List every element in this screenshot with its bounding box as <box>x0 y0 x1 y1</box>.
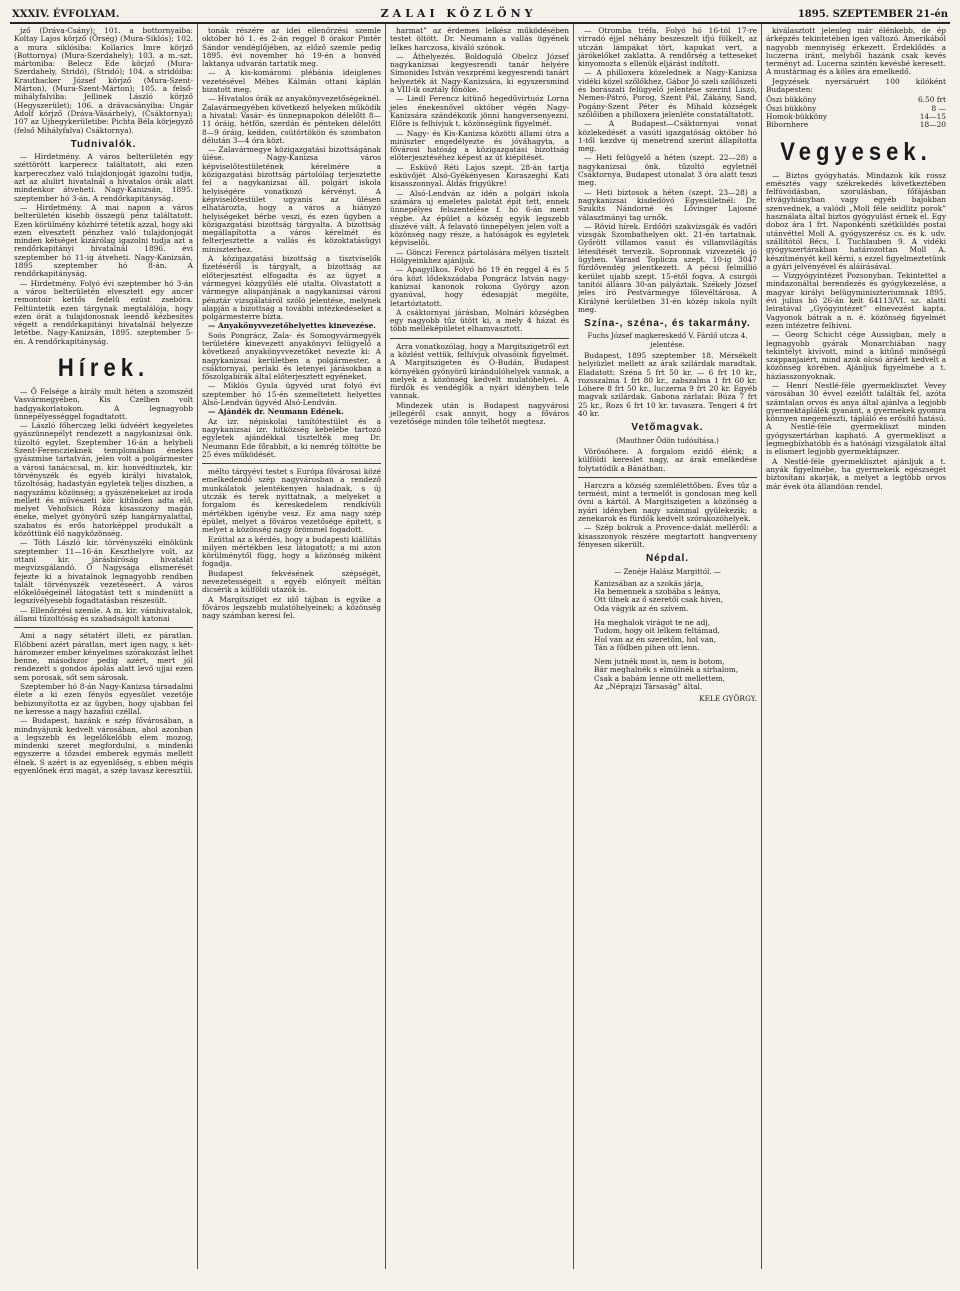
poem-line: Ha bemennek a szobába s leánya, <box>594 587 721 597</box>
price-item-name: Őszi bükköny <box>766 95 817 105</box>
article-text: — Hirdetmény. Folyó évi szeptember hó 3-án a város belterületén elvesztett egy ancer remontoir kettős fedelü ezüst zsebóra. Feltüntetik ezen tárgynak megtalálója, hogy ezen órát a tulajdonosnak leendő kézbesítés végett a rendőrkapitányi hivatalnál helyezze letétbe. Nagy-Kanizsán, 1895. szeptember 5-én. A rendőrkapitányság. <box>14 278 193 346</box>
article-text: Arra vonatkozólag, hogy a Margitszigetről ezt a közlést vettük, felhívjuk olvasóink figyelmét. A Margitszigeten és Ó-Budán, Budapest környékén gyönyörű kirándulóhelyek vannak, a melyek a közönség kedvelt mulatóhelyei. A fürdők és vendéglők a nyári idényben tele vannak. <box>390 341 569 401</box>
article-text: — László főherczeg lelki üdvéért kegyeletes gyászünnepélyt rendezett a nagykanizsai önk. tűzoltó egylet. Szeptember 16-án a helybeli Szent-Ferenczieknek templomában énekes gyászmise tartatván, jelen volt a polgármester a városi tanácscsal, m. kir. honvédtisztek, kir. törvényszék és egyéb királyi hivatalok, tűzoltóság, hadastyán egyletek teljes diszben, a nagyszámu közönség; a gyászénekeket az iroda mellett és művészeti kör kitűnően adta elő, melyet Vehofsich Róza kisasszony magán éneke, melyet gyönyörű szép hangárnyalattal, szabatos és erős hatorképpel produkált a közöttünk élő nagyközönség. <box>14 421 193 539</box>
poem-line: Nem jutnék most is, nem is botom, <box>594 657 725 667</box>
article-text: — Biztos gyógyhatás. Mindazok kik rossz emésztés vagy székrekedés következtében felfúvódásban, szorulásban, főfájásban étvágyhiányban vagy egyéb bajokban szenvednek, a valódi „Moll féle seidlitz porok” használata által biztos gyógyulást érnek el. Egy doboz ára 1 frt. Naponkénti szétküldés postai utánvéttel Moll A. gyógyszerész cs. és k. udv. szállítótól Bécs, I. Tuchlauben 9. A vidéki gyógyszertárakban határozottan Moll A. készítményét kell kérni, s ezzel figyelmeztetünk a gyári jelvényével és aláírásával. <box>766 170 946 271</box>
article-text: — Hirdetmény. A város belterületén egy széttörött karperecz találtatott, aki ezen karpereczhez való tulajdonjogát igazolni tudja, azt az alulirt hivatalnál a hivatalos órák alatt mindenkor átveheti. Nagy-Kanizsán, 1895. szeptember hó 3-án. A rendőrkapitányság. <box>14 152 193 203</box>
article-text: Ezúttal az a kérdés, hogy a budapesti kiállítás milyen mértékben lesz látogatott; a mi azon körülménytől függ, hogy a közönség miként fogadja. <box>202 534 381 569</box>
article-text: A Nestlé-féle gyermeklisztet ajánljuk a t. anyák figyelmébe, ha gyermekeik egészségét biztosítani akarják, a melyet a legtöbb orvos már évek óta állandóan rendel. <box>766 456 946 491</box>
column-1 <box>10 24 198 1269</box>
article-text: — Otromba tréfa. Folyó hó 16-tól 17-re virradó éjjel néhány beszeszelt ifjú fölkelt, az utczán lámpákat tört, kapukat vert, a járókelőket zaklatta. A rendőrség a tetteseket kinyomozta s ellenük eljárást indított. <box>578 26 757 69</box>
article-text: — Nagy- és Kis-Kanizsa közötti állami útra a miniszter engedélyezte és jóváhagyta, a fővárosi hatóság a közigazgatási bizottság előterjesztéséhez képest az út kiépítését. <box>390 128 569 163</box>
poem-line: Csak a babám lenne ott mellettem, <box>594 673 725 683</box>
article-text: Budapest fekvésének szépségét, nevezetességeit s egyéb előnyeit méltán dicsérik a külföldi utazók is. <box>202 568 381 595</box>
article-text: kiválasztott jelenleg már élénkebb, de ép árképzés tekintetében igen változó. Amerikából nagyobb mennyiség érkezett. Érdeklődés a luczerna iránt, melyből hazánk csak kevés terményt ad. Lucerna szintén kevésbé keresett. A mustármag és a köles ára emelkedő. <box>766 26 946 77</box>
price-item-name: Bibornhere <box>766 120 809 130</box>
article-text: Jegyzések nyersáruért 100 kilóként Budapesten: <box>766 76 946 95</box>
price-item-value: 14—15 <box>919 111 946 121</box>
price-table <box>766 96 946 129</box>
article-text: — Ellenőrzési szemle. A m. kir. vámhivatalok, állami tűzoltóság és szabadságolt katonai <box>14 605 193 623</box>
article-text: — Zalavármegye közigazgatási bizottságának ülése. Nagy-Kanizsa város képviselőtestületének kérelmére a közigazgatási bizottság pártolólag terjesztette fel a nagykanizsai áll. polgári iskola helyiségére vonatkozó kérvényt. A képviselőtestület ugyanis az ülésen elhatározta, hogy a város a hiányzó helyiségeket bérbe veszi, és ezen ügyben a közigazgatási bizottság tárgyalta. A bizottság megállapította a város kérelmét és felterjesztette a vallás és közoktatásügyi miniszterhez. <box>202 145 381 254</box>
article-text: — Budapest, hazánk e szép fővárosában, a mindnyájunk kedvelt városában, ahol azonban a legszebb és legelőkelőbb elem mozog, mindenki szeret megfordulni, s mindenki egyszerre a tőzsdei emberek egymás mellett élnek. S azért is az egyenlőség, s ebben mégis egyenlőnek érzi magát, a szép tavasz keresztül. <box>14 716 193 776</box>
article-text: — Tóth László kir. törvényszéki elnökünk szeptember 11—16-án Keszthelyre volt, az ottani kir. járásbíróság hivatalát megvizsgálandó. Ő Nagysága elismerését fejezte ki a hivatalnok legnagyobb rendben talált törvényszék vezetéseért. A város előkelőségeinél látogatást tett s mindenütt a legszívélyesebb fogadtatásban részesült. <box>14 538 193 606</box>
price-item-name: Homok-bükköny <box>766 111 828 121</box>
article-text: — Gönczi Ferencz pártolására mélyen tisztelt Hölgyeinkhez ajánljuk. <box>390 247 569 266</box>
article-text: — Vizgyógyintézet Pozsonyban. Tekintettel a mindazonáltal berendezés és gyógykezelése, a magyar királyi belügyminiszteriumnak 1895. évi julius hó 26-án kelt 64113/VI. sz. alatti leiratával „Gyógyintézet” elnevezést kapta. Vagyonok bátrak a n. é. közönség figyelmét ezen intézetre felhívni. <box>766 271 946 330</box>
article-text: A csáktornyai járásban, Molnári községben egy nagyobb tűz ütött ki, a mely 4 házat és több melléképületet elhamvasztott. <box>390 307 569 334</box>
article-text: Mindezek után is Budapest nagyvárosi jellegéről csak annyit, hogy a főváros vezetősége minden tőle telhetőt megtesz. <box>390 400 569 427</box>
article-heading: — Anyakönyvvezetőhelyettes kinevezése. <box>208 321 376 331</box>
poem-line: Oda vágyik az én szívem. <box>594 603 689 613</box>
article-text: — A philloxera közelednek a Nagy-Kanizsa vidéki közel szőlőkhez, Gábor Jó szeli szőlőszeti és borászati felügyelő jelentése szerint Liszó, Nemes-Pátró, Porog, Szent Pál, Zákány, Sand, Pogány-Szent Péter és Mihald községek szőlőiben a philloxera jelenléte constatáltatott. <box>578 68 757 119</box>
price-row <box>766 121 946 129</box>
article-text: harmat” az érdemes lelkész működésében testet öltött. Dr. Neumann a vallás ügyének lelkes harczosa, kiváló szónok. <box>390 26 569 52</box>
section-title-vegyesek: Vegyesek. <box>780 136 932 166</box>
divider <box>578 477 757 478</box>
article-heading: — Ajándék dr. Neumann Edének. <box>208 407 344 417</box>
poem-line: Kanizsában az a szokás járja, <box>594 578 704 588</box>
issue-date: 1895. SZEPTEMBER 21-én <box>797 9 948 20</box>
poem-signature: KELE GYÖRGY. <box>699 694 757 704</box>
article-text: Budapest, 1895 szeptember 18. Mérsékelt helyiüzlet mellett az árak szilárdak maradtak. Eladatott: Széna 5 frt 50 kr. — 6 frt 10 kr., rozsszalma 1 frt 80 kr., zabszalma 1 frt 60 kr. Lóhere 8 frt 50 kr., luczerna 9 frt 20 kr. Egyéb magvak szilárdak. Gabona zárlatai: Búza 7 frt 25 kr., Rozs 6 frt 10 kr. tavaszra. Tengeri 4 frt 40 kr. <box>578 350 757 419</box>
article-text: — Alsó-Lendván az idén a polgári iskola számára uj emeletes palotát épít tett, ennek ünnepélyes felszentelése f. hó 6-án ment végbe. Az épület a község egyik legszebb díszévé vált. A felavató ünnepélyen jelen volt a közönség nagy része, a hatóságok és egyletek képviselői. <box>390 188 569 248</box>
article-text: mélto tárgyévi testet s Európa fővárosai közé emelkedendő szép nagyvárosban a rendező munkálatok jelentékenyen haladnak, s új utczák és terek nyittatnak, a melyeket a forgalom és kereskedelem rendkívüli mértékben igénybe vesz. Ez ama nagy szép épület, melyet a főváros vezetősége épített, s melyet a közönség nagy örömmel fogadott. <box>202 467 381 535</box>
column-4 <box>574 24 762 1269</box>
price-item-value: 6.50 frt <box>917 95 946 105</box>
article-text: — Hirdetmény. A mai napon a város belterületén kisebb összegü pénz találtatott. Ezen körülmény közhirré tétetik azzal, hogy aki ezen elvesztett pénzhez való tulajdonjogát minden kétséget kizárólag igazolni tudja azt a rendőrkapitányi hivatalnál 1896. évi szeptember hó 11-ig átveheti. Nagy-Kanizsán, 1895 szeptember hó 8-án. A rendőrkapitányság. <box>14 202 193 279</box>
article-text: — A kis-komáromi plébánia ideiglenes vezetésével Méhes Kálmán ottani káplán bizatott meg. <box>202 68 381 95</box>
article-text: tonák részére az idei ellenőrzési szemle október hó 1. és 2-án reggel 8 órakor Pintér Sándor vendéglőjében, az előző szemle pedig 1895. évi november hó 19-én a honvéd laktanya udvarán tartatik meg. <box>202 26 381 69</box>
article-text: — Georg Schicht cége Aussigban, mely a legnagyobb gyárak Monarchiában nagy tekintélyt kivívott, mind a kitűnő minőségű szappanjaiért, mind azok olcsó áráért kedvelt a közönség körében. Ajánljuk figyelmébe a t. háziasszonyoknak. <box>766 330 946 381</box>
article-text: A Margitsziget ez idő tájban is egyike a főváros legszebb mulatóhelyeinek; a közönség nagy számban keresi fel. <box>202 594 381 621</box>
article-text: Soós Pongrácz, Zala- és Somogyvármegyék területére kinevezett anyakönyvi felügyelő a következő anyakönyvvezetőket nevezte ki: A nagykanizsai kerületben a polgármester, a csáktornyai, perlaki és letenyei járásokban a főszolgabírák által előterjesztett egyéneket. <box>202 330 381 382</box>
section-subtitle: — Zenéje Halász Margittól. — <box>614 567 721 576</box>
article-text: — Szép bokrok a Provence-dalát melléről: a kisasszonyok részére megtartott hangverseny fényesen sikerült. <box>578 523 757 549</box>
article-text: — Esküvő Réti Lajos szept. 28-án tartja esküvőjét Alsó-Gyékényesen Koraszeghi Kati kisasszonnyal. Áldás frigyükre! <box>390 162 569 189</box>
newspaper-page <box>10 6 950 1276</box>
divider <box>14 627 193 628</box>
article-text: — A Budapest—Csáktornyai vonat közlekedését a vasúti igazgatóság október hó 1-től kezdve új menetrend szerint állapította meg. <box>578 119 757 154</box>
columns <box>10 24 950 1269</box>
section-title-market: Szína-, széna-, és takarmány. <box>584 318 751 330</box>
article-text: Ami a nagy sétatért illeti, ez páratlan. Előbbeni azért páratlan, mert igen nagy, s két-háromezer ember kényelmes szórakozást lelhet benne, másodszor pedig azért, mert jól rendezett s gondos ápolás alatt levő ujjai ezen sem porosak, sőt sem sárosak. <box>14 631 193 682</box>
article-text: Szeptember hó 8-án Nagy-Kanizsa társadalmi élete a ki ezen fényös egyesület vezetője bebizonyította ez az ügyben, hogy ujabban fel ne keresse a nagy hazafiúi czéllal. <box>14 682 193 716</box>
section-subtitle: (Mauthner Ödön tudósítása.) <box>616 436 719 445</box>
article-text: — Áthelyezés. Boldoguló Obelcz József nagykanizsai kegyesrendi tanár helyére Simonides István veszprémi kegyesrendi tanárt helyezték át Nagy-Kanizsára, ki egyszersmind a VIII-ik osztály főnöke. <box>390 51 569 95</box>
price-item-name: Őszi bükköny <box>766 103 817 113</box>
volume-label: XXXIV. ÉVFOLYAM. <box>12 9 120 20</box>
section-title-folksong: Népdal. <box>645 553 690 565</box>
article-text: jző (Dráva-Csány); 101. a bottornyaiba: Koltay Lajos körjző (Őrség) (Mura-Siklós); 102. a mura siklósiba: Kollarics Imre körjző (Bottornya) (Mura-Szerdahely); 103. a m.-szt. mártoniba: Belecz Ede körjző (Mura-Szerdahely, Stridó), (Stridó); 104. a stridóiba: Krauthacker József körjző (Mura-Szent-Márton), (Mura-Szent-Márton); 105. a felső-mihályfalviba: Jellinek László körjző (Hegyszerület); 106. a drávacsányiba: Ungár Adolf körjző (Dráva-Vásárhely), (Csáktornya); 107 az Ujhegykerületibe: Pichta Béla körjegyző (felső Mihályfalva) Csáktornya). <box>14 26 193 135</box>
column-5 <box>762 24 950 1269</box>
article-text: — Liedl Ferencz kitünő hegedűvirtuóz Lorna jeles énekesnővel október végén Nagy-Kanizsára szándékozik jönni hangversenyezni. Előre is felhívjuk t. közönségünk figyelmét. <box>390 94 569 129</box>
section-title-hirek: Hírek. <box>57 353 150 382</box>
newspaper-title: ZALAI KÖZLÖNY <box>380 7 537 20</box>
article-text: — Ő Felsége a király mult héten a szomszéd Vasvármegyében, Kis Czelben volt hadgyakorlatokon. A legnagyobb ünnepélyességgel fogadtatott. <box>14 386 193 421</box>
poem-line: Ha meghalok virágot te ne adj, <box>594 618 711 627</box>
article-text: — Rövid hírek. Erdőőri szakvizsgák és vadőri vizsgák Szombathelyen okt. 21-én tartatnak. Győrött villamos vasut és villamvilágítás létesítését tervezik. Sopronnak vizvezeték jó ügyben. Varasd Toplicza szept. 10-ig 3047 fürdővendég jelentkezett. A pécsi felmillió kerület ujabb szept. 15-étől fogva. A csurgói tanítói állásra 30-an pályáztak. Székely József jeles író Pestvármegye főlevéltárosa. A Királyné kerületben 31-én közép iskola nyílt meg. <box>578 221 757 314</box>
poem-line: Tudom, hogy oit lelkem feltámad, <box>594 626 720 636</box>
column-2 <box>198 24 386 1269</box>
article-text: — Hivatalos órák az anyakönyvezetőségeknél. Zalavármegyében következő helyeken működik a hivatal: Vasár- és ünnepnapokon délelőtt 8—11 óráig, hétfőn, szerdán és pénteken délelőtt 8—9 óráig, kedden, csütörtökön és szombaton délután 3—4 óra közt. <box>202 94 381 145</box>
page-header <box>10 6 950 24</box>
column-3 <box>386 24 574 1269</box>
section-subtitle: Fuchs József magkereskedő V. Fárdő utcza 4. jelentése. <box>587 332 748 349</box>
divider <box>202 463 381 464</box>
article-text: — Heti biztosok a héten (szept. 23—28) a nagykanizsai kisdedóvó Egyesületnél: Dr. Szukits Nándorné és Lővinger Lajosné választmányi tag urnők. <box>578 187 757 222</box>
poem-line: Tán a fődben pihen ott lenn. <box>594 642 700 652</box>
section-title-seeds: Vetőmagvak. <box>631 422 704 434</box>
section-title-tudnivalok: Tudnivalók. <box>70 138 137 150</box>
article-text: — Miklós Gyula ügyvéd urat folyó évi szeptember hó 15-én szemeltetett helyettes Alsó-Lendván ügyvéd Alsó-Lendván. <box>202 381 381 408</box>
article-text: Az izr. népiskolai tanítótestület és a nagykanizsai izr. hitközség kebelébe tartozó egyletek ajándékkal tisztelték meg Dr. Neumann Ede főrabbit, a ki nemrég töltötte be 25 éves működését. <box>202 416 381 459</box>
poem-line: Az „Néprajzi Társaság” által. <box>594 682 703 692</box>
article-text: — Apagyilkos. Folyó hó 19 én reggel 4 és 5 óra közt lődekszádaba Pongrácz István nagy-kanizsai kanonok rokona György azon gyanúval, hogy édesapját megölte, letartóztatott. <box>390 265 569 308</box>
article-text: A közigazgatási bizottság a tisztviselők fizetéséről is tárgyalt, a bizottság az előterjesztést elfogadta és az ügyet a vármegyei közgyűlés elé utalta. Olvastatott a vármegye alispánjának a nagykanizsai városi pénztár vizsgálatáról szóló jelentése, melynek alapján a bizottság a további intézkedéseket a polgármesterre bízta. <box>202 254 381 322</box>
poem-line: Hol van az én szeretőm, hol van, <box>594 634 717 644</box>
article-text: — Henri Nestlé-féle gyermeklisztet Vevey városában 30 évvel ezelőtt találták fel, azóta számtalan orvos és anya által ajánlva a legjobb gyermektáplálék gyanánt, a gyermekek gyomra könnyen megemészti, tápláló és erősítő hatású. A Nestlé-féle gyermekliszt minden gyógyszertárban kapható. A gyermekliszt a legmegbízhatóbb és a hatósági vizsgálatok által is elismert legjobb gyermektápszer. <box>766 380 946 457</box>
poem-line: Ott ülnek az ő szeretői csak hiven, <box>594 595 723 605</box>
price-item-value: 8 — <box>931 103 946 113</box>
divider <box>390 338 569 339</box>
article-text: — Heti felügyelő a héten (szept. 22—28) a nagykanizsai önk. tűzoltó egyletnél Csáktornya, Budapest utonalat 3 óra alatt teszi meg. <box>578 153 757 188</box>
article-text: Harczra a község szemlélettőben. Éves tűz a termést, mint a termelőt is gondosan meg kell óvni a kártól. A Margitszigeten a közönség a nyári idényben nagy számmal gyülekezik; a zenekarok és fürdők kedvelt szórakozóhelyek. <box>578 480 757 524</box>
poem-line: Bár meghalnék s elmúlnék a sírhalom, <box>594 665 739 675</box>
article-text: Vörösóhere. A forgalom ezidő élénk; a külföldi kereslet nagy, az árak emelkedése folytatódik a Bánátban. <box>578 446 757 473</box>
price-item-value: 18—20 <box>919 120 946 130</box>
poem <box>594 580 757 692</box>
